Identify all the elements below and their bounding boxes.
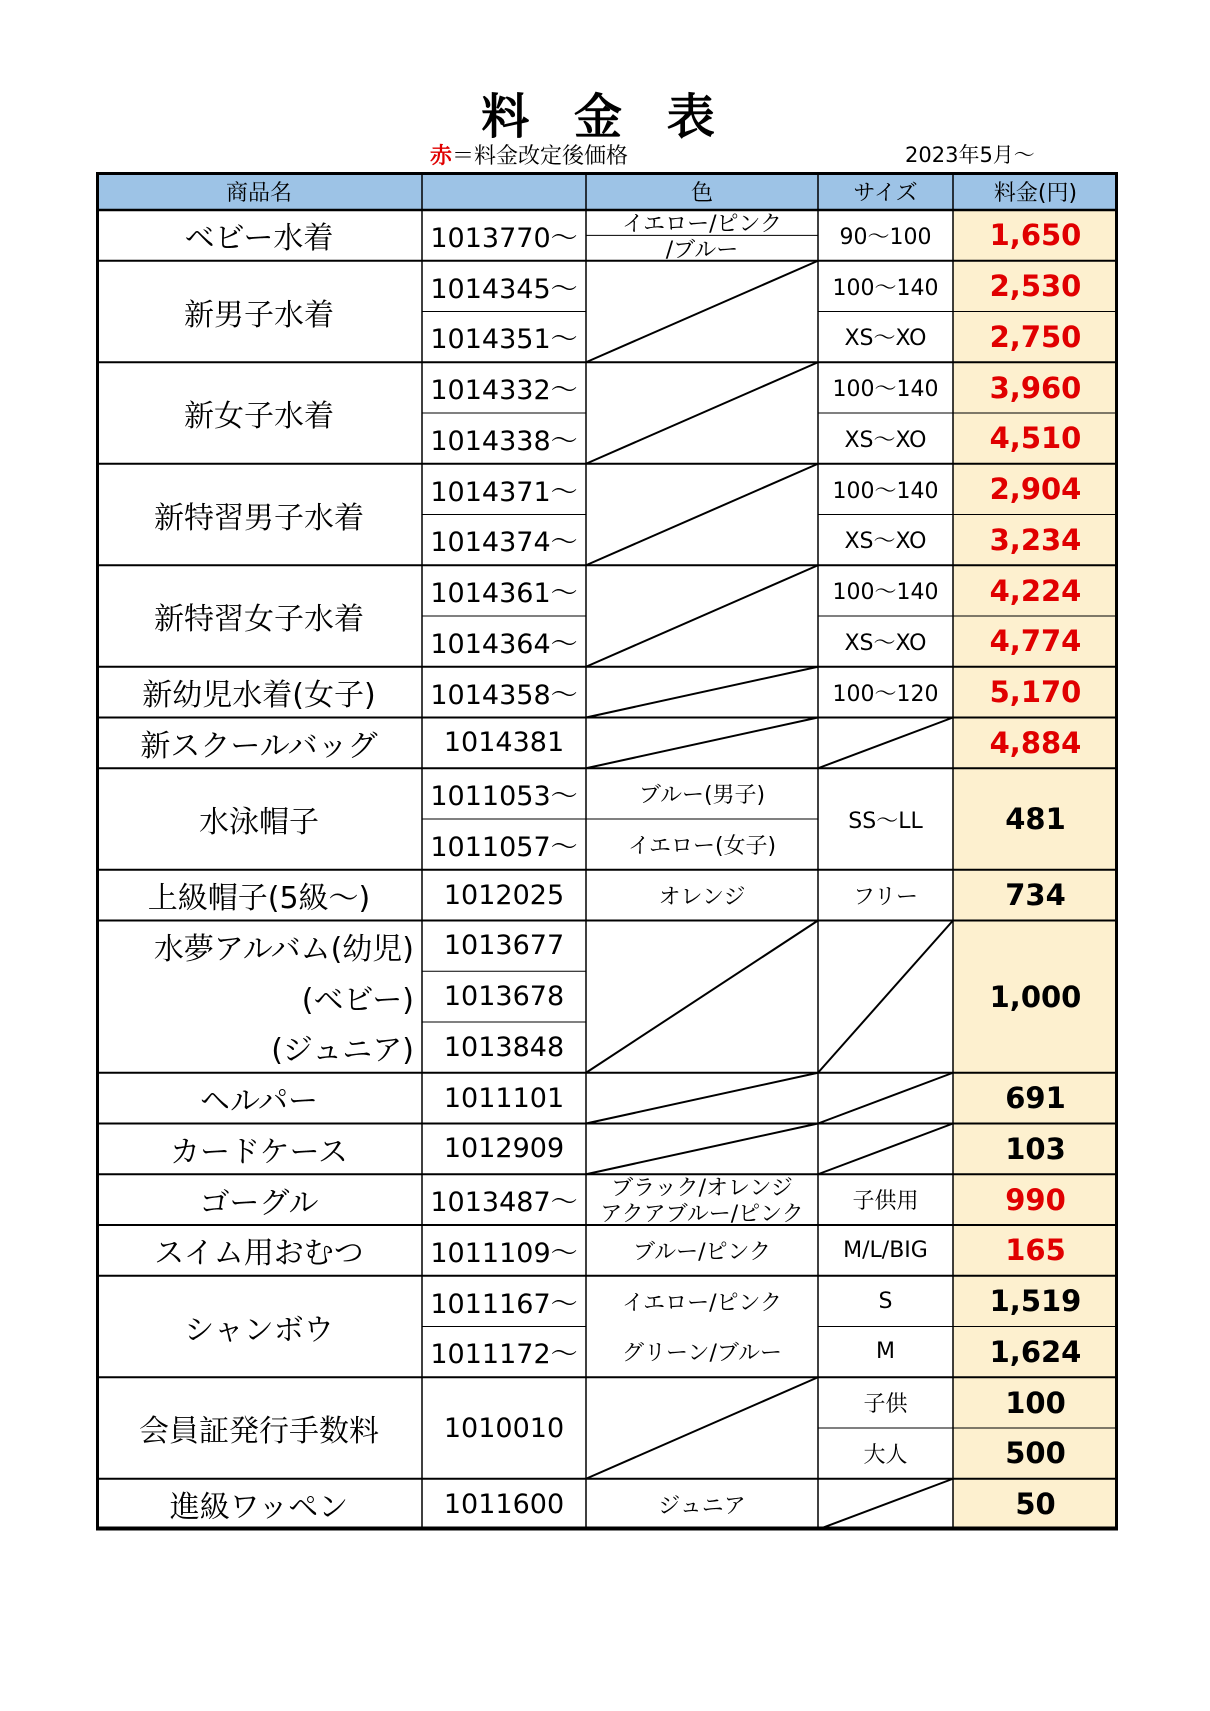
empty-cell-slash (586, 1124, 818, 1175)
empty-cell-slash (586, 464, 818, 566)
product-color: イエロー/ピンク (621, 212, 783, 236)
product-size: 100～140 (832, 580, 939, 606)
product-price: 4,774 (989, 624, 1082, 659)
product-price: 734 (1005, 878, 1066, 913)
product-name: ベビー水着 (184, 221, 334, 257)
empty-cell-slash (586, 362, 818, 464)
product-price: 1,519 (989, 1284, 1082, 1319)
product-color: アクアブルー/ピンク (600, 1201, 804, 1225)
product-price: 1,000 (989, 979, 1082, 1014)
product-size: M (876, 1339, 895, 1365)
empty-cell-slash (818, 1124, 953, 1175)
product-code: 1014332～ (430, 375, 578, 407)
product-name: シャンボウ (184, 1312, 334, 1348)
header-color: 色 (690, 180, 713, 206)
product-size: XS～XO (844, 630, 927, 656)
product-size: XS～XO (844, 326, 927, 352)
note-text: ＝料金改定後価格 (452, 144, 629, 169)
red-marker: 赤 (430, 144, 453, 169)
product-name: 新男子水着 (184, 297, 334, 333)
product-code: 1013848 (443, 1031, 565, 1063)
product-code: 1011172～ (430, 1339, 578, 1371)
product-size: 100～140 (832, 377, 939, 403)
empty-cell-slash (586, 921, 818, 1073)
product-size: S (878, 1288, 893, 1314)
product-name: 進級ワッペン (169, 1490, 349, 1526)
product-name: (ベビー) (301, 982, 414, 1018)
product-name: (ジュニア) (271, 1033, 414, 1069)
product-size: XS～XO (844, 427, 927, 453)
product-size: SS～LL (848, 808, 923, 834)
product-size: 子供用 (852, 1189, 919, 1215)
product-color: ブラック/オレンジ (611, 1176, 793, 1200)
price-table (96, 172, 1118, 1642)
product-name: カードケース (170, 1134, 348, 1170)
product-code: 1011057～ (430, 831, 578, 863)
product-name: 新スクールバッグ (140, 728, 378, 764)
product-price: 4,510 (989, 421, 1082, 456)
product-size: 子供 (863, 1392, 908, 1418)
product-name: 上級帽子(5級～) (147, 881, 371, 917)
product-name: ヘルパー (200, 1084, 318, 1120)
header-product-code (422, 172, 586, 210)
product-code: 1014345～ (430, 273, 578, 305)
empty-cell-slash (586, 667, 818, 718)
product-code: 1013770～ (430, 222, 578, 254)
product-color: ブルー(男子) (638, 783, 766, 809)
product-name: 新特習女子水着 (154, 602, 364, 637)
product-price: 4,884 (989, 725, 1082, 760)
product-size: 100～140 (832, 478, 939, 504)
empty-cell-slash (818, 1073, 953, 1124)
empty-cell-slash (586, 718, 818, 769)
product-color: イエロー(女子) (627, 833, 777, 859)
product-code: 1012909 (443, 1133, 565, 1165)
product-code: 1010010 (443, 1412, 565, 1444)
header-price: 料金(円) (993, 180, 1078, 206)
product-price: 100 (1005, 1385, 1066, 1420)
product-code: 1013487～ (430, 1187, 578, 1219)
product-size: 90～100 (839, 224, 932, 250)
product-price: 500 (1005, 1436, 1066, 1471)
product-color: ジュニア (658, 1493, 746, 1519)
product-color: オレンジ (658, 884, 746, 910)
product-code: 1013678 (443, 981, 565, 1013)
product-name: 水泳帽子 (199, 805, 319, 840)
product-code: 1011053～ (430, 781, 578, 813)
product-name: ゴーグル (199, 1185, 319, 1221)
product-price: 103 (1005, 1131, 1066, 1166)
effective-date: 2023年5月～ (905, 143, 1035, 167)
product-color: /ブルー (665, 237, 739, 261)
product-name: 新女子水着 (184, 399, 334, 434)
product-price: 1,650 (989, 218, 1082, 253)
product-size: フリー (852, 884, 919, 910)
product-price: 3,234 (989, 522, 1082, 557)
empty-cell-slash (818, 718, 953, 769)
product-price: 165 (1005, 1233, 1066, 1268)
product-price: 2,530 (989, 269, 1082, 304)
product-color: グリーン/ブルー (621, 1341, 783, 1367)
product-code: 1011101 (443, 1082, 565, 1114)
price-legend-note (430, 139, 628, 170)
product-size: XS～XO (844, 529, 927, 555)
empty-cell-slash (586, 1377, 818, 1479)
product-code: 1014361～ (430, 578, 578, 610)
product-code: 1011109～ (430, 1237, 578, 1269)
product-code: 1014371～ (430, 476, 578, 508)
page-title: 料 金 表 (481, 89, 729, 145)
product-price: 1,624 (989, 1334, 1082, 1369)
product-name: 新特習男子水着 (154, 500, 364, 536)
product-price: 481 (1005, 802, 1066, 836)
product-price: 50 (1015, 1487, 1056, 1522)
product-size: 100～140 (832, 275, 939, 301)
empty-cell-slash (818, 1479, 953, 1530)
empty-cell-slash (586, 565, 818, 667)
header-size: サイズ (853, 180, 918, 206)
product-code: 1011167～ (430, 1288, 578, 1320)
product-price: 5,170 (989, 675, 1082, 710)
empty-cell-slash (818, 921, 953, 1073)
product-price: 691 (1005, 1081, 1066, 1116)
product-code: 1014364～ (430, 628, 578, 660)
product-name: 新幼児水着(女子) (142, 678, 376, 714)
product-name: 水夢アルバム(幼児) (153, 931, 414, 967)
product-size: 100～120 (832, 681, 939, 707)
product-code: 1013677 (443, 930, 565, 962)
product-code: 1012025 (443, 879, 565, 911)
product-price: 4,224 (989, 573, 1082, 608)
product-size: 大人 (863, 1442, 908, 1468)
empty-cell-slash (586, 261, 818, 363)
product-code: 1011600 (443, 1488, 565, 1520)
product-code: 1014338～ (430, 425, 578, 457)
product-code: 1014381 (443, 727, 565, 759)
product-name: 会員証発行手数料 (139, 1414, 379, 1449)
product-code: 1014358～ (430, 679, 578, 711)
product-code: 1014374～ (430, 527, 578, 559)
product-price: 990 (1005, 1182, 1066, 1217)
header-product-name: 商品名 (225, 180, 292, 206)
empty-cell-slash (586, 1073, 818, 1124)
product-price: 2,750 (989, 319, 1082, 354)
product-color: ブルー/ピンク (632, 1239, 772, 1265)
product-size: M/L/BIG (843, 1237, 928, 1263)
product-code: 1014351～ (430, 324, 578, 356)
product-price: 3,960 (989, 370, 1082, 405)
product-price: 2,904 (989, 472, 1082, 507)
product-color: イエロー/ピンク (621, 1290, 783, 1316)
product-name: スイム用おむつ (154, 1236, 364, 1272)
